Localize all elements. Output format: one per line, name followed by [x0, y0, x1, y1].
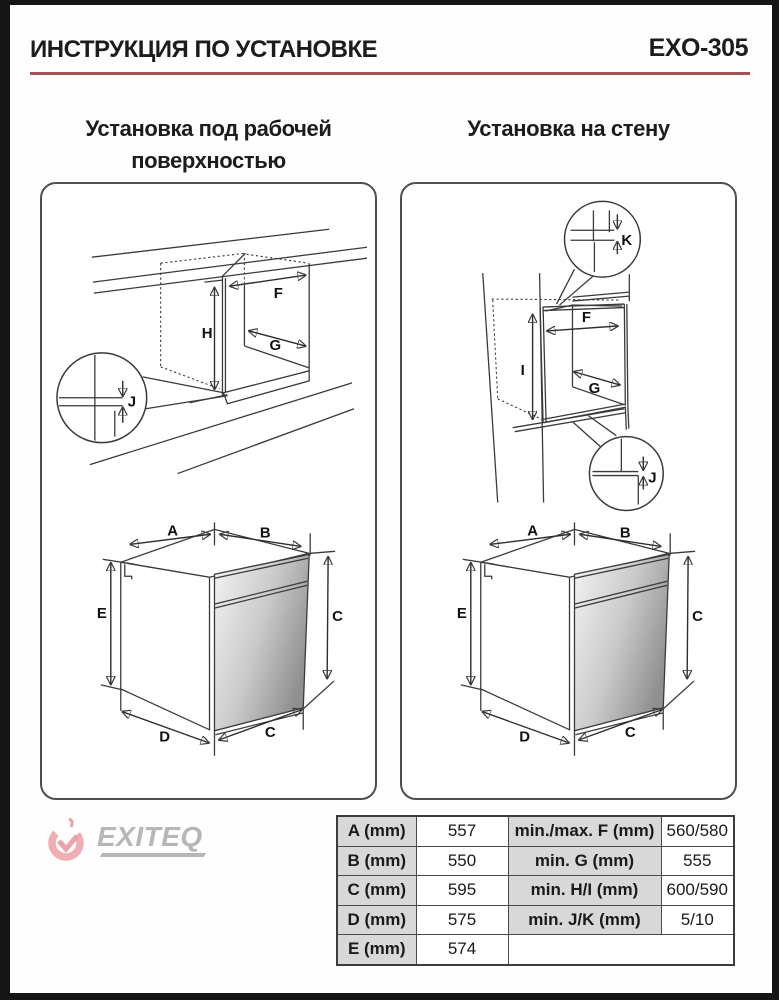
wall-mount-diagram — [403, 185, 736, 799]
dim-cell-jk-label: min. J/K (mm) — [508, 905, 661, 935]
dim-cell-d-label: D (mm) — [337, 905, 416, 935]
dim-label-i: I — [520, 361, 525, 379]
logo-underline — [100, 853, 206, 857]
dim-label-g: G — [269, 336, 282, 354]
dim-cell-b-label: B (mm) — [337, 846, 416, 876]
dim-label-c-side: C — [332, 608, 343, 626]
dim-label-d: D — [159, 728, 171, 746]
dim-cell-a-value: 557 — [416, 816, 508, 846]
dim-cell-f-label: min./max. F (mm) — [508, 816, 661, 846]
detail-bubble-k — [557, 201, 641, 305]
dashed-cavity-outline — [492, 299, 620, 420]
cabinet-shelves — [513, 274, 630, 432]
dim-label-h: H — [201, 324, 213, 342]
dim-cell-c-value: 595 — [416, 876, 508, 906]
logo-ring-icon — [45, 815, 91, 867]
dim-label-k: K — [621, 232, 633, 250]
wall-lines — [483, 273, 544, 502]
dim-cell-jk-value: 5/10 — [661, 905, 734, 935]
section-title-line1: Установка под рабочей — [85, 116, 332, 141]
dim-cell-e-value: 574 — [416, 935, 508, 965]
table-row-b — [337, 846, 734, 876]
table-row-a — [337, 816, 734, 846]
dimensions-table — [336, 815, 735, 966]
dashed-cavity-outline — [161, 253, 309, 389]
dim-label-j: J — [648, 469, 657, 487]
model-number: EXO-305 — [648, 34, 748, 62]
section-title-line2: поверхностью — [131, 148, 286, 173]
detail-bubble-j — [572, 416, 663, 511]
dim-cell-c-label: C (mm) — [337, 876, 416, 906]
section-title-under-worktop — [40, 113, 377, 177]
section-title-wall-mount: Установка на стену — [467, 116, 670, 141]
oven-diagram — [457, 522, 703, 755]
dim-label-j: J — [127, 393, 137, 411]
logo-brand-text: EXITEQ — [97, 821, 203, 852]
table-row-e — [337, 935, 734, 965]
dim-label-f: F — [273, 285, 283, 303]
dim-cell-f-value: 560/580 — [661, 816, 734, 846]
oven-diagram — [97, 522, 343, 755]
worktop-lines — [92, 229, 367, 293]
dim-label-f: F — [581, 309, 592, 327]
page-title: ИНСТРУКЦИЯ ПО УСТАНОВКЕ — [30, 36, 378, 63]
accent-divider — [30, 72, 750, 75]
exiteq-logo — [45, 811, 215, 871]
dim-cell-d-value: 575 — [416, 905, 508, 935]
under-worktop-diagram — [43, 185, 376, 799]
dim-cell-a-label: A (mm) — [337, 816, 416, 846]
dimension-arrows — [214, 275, 305, 389]
table-row-c — [337, 876, 734, 906]
dim-cell-b-value: 550 — [416, 846, 508, 876]
dim-label-b: B — [259, 524, 271, 542]
dim-cell-e-label: E (mm) — [337, 935, 416, 965]
dim-label-e: E — [96, 605, 107, 623]
dim-cell-g-value: 555 — [661, 846, 734, 876]
diagram-panel-under-worktop — [40, 182, 377, 800]
dim-cell-hi-label: min. H/I (mm) — [508, 876, 661, 906]
dim-cell-hi-value: 600/590 — [661, 876, 734, 906]
dim-label-a: A — [167, 522, 179, 540]
dim-cell-empty — [508, 935, 734, 965]
table-row-d — [337, 905, 734, 935]
diagram-panel-wall-mount — [400, 182, 737, 800]
dim-label-c-front: C — [264, 723, 276, 741]
dim-label-g: G — [588, 379, 601, 397]
niche-structure — [205, 253, 310, 404]
dim-cell-g-label: min. G (mm) — [508, 846, 661, 876]
